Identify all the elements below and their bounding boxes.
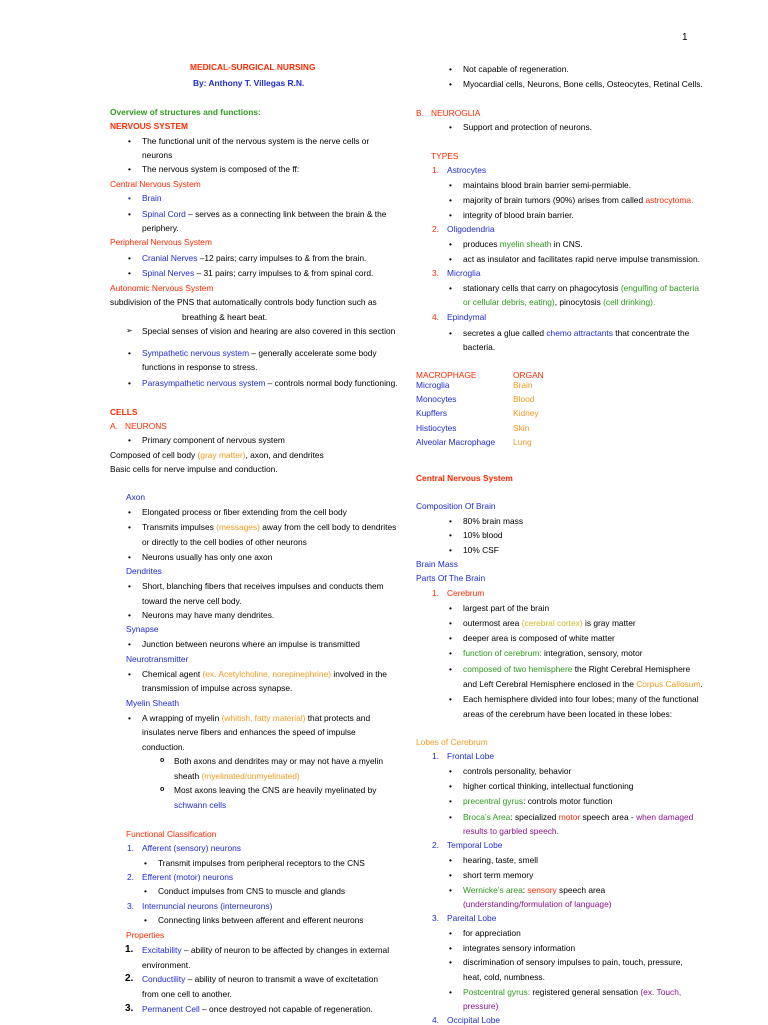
list-item: • outermost area (cerebral cortex) is gray matter <box>463 618 636 628</box>
list-item: • act as insulator and facilitates rapid nerve impulse transmission. <box>463 254 700 264</box>
list-item-cont: or directly to the cell bodies of other neurons <box>142 537 307 547</box>
list-item: • integrates sensory information <box>463 943 575 953</box>
list-item-cont: areas of the cerebrum have been located in these lobes: <box>463 709 673 719</box>
cns-section-heading: Central Nervous System <box>416 473 513 483</box>
cells-heading: CELLS <box>110 407 138 417</box>
list-item-cont: neurons <box>142 150 173 160</box>
term: Sympathetic nervous system <box>142 348 250 358</box>
table-cell: Monocytes <box>416 394 457 404</box>
table-header-macrophage: MACROPHAGE <box>416 370 477 380</box>
list-item: • The nervous system is composed of the ff: <box>142 164 299 174</box>
list-item: • Conduct impulses from CNS to muscle and glands <box>158 886 345 896</box>
synapse-heading: Synapse <box>126 624 159 634</box>
list-item: • precentral gyrus: controls motor function <box>463 796 612 806</box>
list-item: • 80% brain mass <box>463 516 523 526</box>
numbered-item: 1. Cerebrum <box>432 588 485 598</box>
list-item: • Transmit impulses from peripheral receptors to the CNS <box>158 858 365 868</box>
list-item: • 10% blood <box>463 530 503 540</box>
numbered-item: 3. Internuncial neurons (interneurons) <box>127 901 273 911</box>
list-item: • function of cerebrum: integration, sensory, motor <box>463 648 643 658</box>
numbered-item: 3. Pareital Lobe <box>432 913 497 923</box>
table-cell: Blood <box>513 394 535 404</box>
table-cell: Microglia <box>416 380 450 390</box>
dendrites-heading: Dendrites <box>126 566 162 576</box>
numbered-item: 1. Astrocytes <box>432 165 487 175</box>
list-item <box>142 268 373 278</box>
term: Parasympathetic nervous system <box>142 378 266 388</box>
text: – 31 pairs; carry impulses to & from spinal cord. <box>194 268 374 278</box>
list-item: • integrity of blood brain barrier. <box>463 210 574 220</box>
list-item: • The functional unit of the nervous system is the nerve cells or <box>142 136 369 146</box>
list-item: • A wrapping of myelin (whitish, fatty material) that protects and <box>142 713 370 723</box>
list-item-cont: or cellular debris, eating), pinocytosis (cell drinking). <box>463 297 656 307</box>
list-item: ➢ Special senses of vision and hearing are also covered in this section <box>142 326 395 336</box>
lobes-heading: Lobes of Cerebrum <box>416 737 488 747</box>
numbered-item: 1. Excitability – ability of neuron to be affected by changes in external <box>125 944 390 955</box>
list-item: • largest part of the brain <box>463 603 549 613</box>
term: Spinal Cord <box>142 209 186 219</box>
paragraph: Basic cells for nerve impulse and conduction. <box>110 464 278 474</box>
text: – controls normal body functioning. <box>265 378 398 388</box>
properties-heading: Properties <box>126 930 165 940</box>
list-item-cont: periphery. <box>142 223 179 233</box>
list-item-cont: toward the nerve cell body. <box>142 596 242 606</box>
myelin-heading: Myelin Sheath <box>126 698 180 708</box>
list-item: • maintains blood brain barrier semi-permiable. <box>463 180 631 190</box>
table-header-organ: ORGAN <box>513 370 544 380</box>
list-item-cont: insulates nerve fibers and enhances the speed of impulse <box>142 727 356 737</box>
numbered-item-cont: from one cell to another. <box>142 989 232 999</box>
sub-list-item: o Most axons leaving the CNS are heavily myelinated by <box>174 785 377 795</box>
list-item: • Broca’s Area: specialized motor speech area - when damaged <box>463 812 693 822</box>
list-item-cont: results to garbled speech. <box>463 826 559 836</box>
list-item <box>142 253 366 263</box>
list-item: • Short, blanching fibers that receives impulses and conducts them <box>142 581 384 591</box>
list-item: • Primary component of nervous system <box>142 435 285 445</box>
numbered-item: 2. Oligodendria <box>432 224 495 234</box>
numbered-item: 3. Microglia <box>432 268 481 278</box>
table-cell: Skin <box>513 423 530 433</box>
text: – serves as a connecting link between the brain & the <box>185 209 387 219</box>
table-cell: Kidney <box>513 408 539 418</box>
list-item: • Postcentral gyrus: registered general sensation (ex. Touch, <box>463 987 681 997</box>
paragraph: Composed of cell body (gray matter), axon, and dendrites <box>110 450 324 460</box>
list-item: • 10% CSF <box>463 545 499 555</box>
table-cell: Kupffers <box>416 408 448 418</box>
cns-heading: Central Nervous System <box>110 179 201 189</box>
list-item: • Neurons may have many dendrites. <box>142 610 274 620</box>
list-item: • composed of two hemisphere the Right Cerebral Hemisphere <box>463 664 690 674</box>
sub-list-item-cont: schwann cells <box>174 800 227 810</box>
numbered-item: 3. Permanent Cell – once destroyed not capable of regeneration. <box>125 1003 373 1014</box>
list-item: • stationary cells that carry on phagocytosis (engulfing of bacteria <box>463 283 699 293</box>
neuroglia-heading: B. NEUROGLIA <box>416 108 481 118</box>
numbered-item: 4. Epindymal <box>432 312 487 322</box>
list-item-cont: and Left Cerebral Hemisphere enclosed in the Corpus Callosum. <box>463 679 703 689</box>
list-item: • higher cortical thinking, intellectual functioning <box>463 781 633 791</box>
neurotransmitter-heading: Neurotransmitter <box>126 654 189 664</box>
axon-heading: Axon <box>126 492 146 502</box>
term: Cranial Nerves <box>142 253 198 263</box>
numbered-item: 2. Conductility – ability of neuron to transmit a wave of excitetation <box>125 973 379 984</box>
list-item <box>142 209 386 219</box>
neurons-heading: A. NEURONS <box>110 421 167 431</box>
numbered-item: 1. Afferent (sensory) neurons <box>127 843 241 853</box>
list-item: • deeper area is composed of white matter <box>463 633 615 643</box>
list-item: • produces myelin sheath in CNS. <box>463 239 583 249</box>
list-item-cont: transmission of impulse across synapse. <box>142 683 293 693</box>
sub-list-item: o Both axons and dendrites may or may not have a myelin <box>174 756 383 766</box>
parts-heading: Parts Of The Brain <box>416 573 486 583</box>
list-item: • Chemical agent (ex. Acetylcholine, norepinephrine) involved in the <box>142 669 387 679</box>
list-item-cont: conduction. <box>142 742 185 752</box>
numbered-item: 2. Temporal Lobe <box>432 840 503 850</box>
doc-author: By: Anthony T. Villegas R.N. <box>193 78 305 88</box>
list-item: • Not capable of regeneration. <box>463 64 569 74</box>
text: –12 pairs; carry impulses to & from the brain. <box>197 253 367 263</box>
list-item: • controls personality, behavior <box>463 766 571 776</box>
table-cell: Alveolar Macrophage <box>416 437 496 447</box>
paragraph: subdivision of the PNS that automatically controls body function such as <box>110 297 377 307</box>
list-item-cont: pressure) <box>463 1001 499 1011</box>
nervous-system-heading: NERVOUS SYSTEM <box>110 121 189 131</box>
list-item: • short term memory <box>463 870 533 880</box>
list-item: • Junction between neurons where an impulse is transmitted <box>142 639 360 649</box>
list-item: • hearing, taste, smell <box>463 855 538 865</box>
table-cell: Lung <box>513 437 532 447</box>
numbered-item: 4. Occipital Lobe <box>432 1015 501 1025</box>
list-item: • Connecting links between afferent and efferent neurons <box>158 915 364 925</box>
functional-classification-heading: Functional Classification <box>126 829 217 839</box>
list-item <box>142 348 377 358</box>
numbered-item: 2. Efferent (motor) neurons <box>127 872 234 882</box>
pns-heading: Peripheral Nervous System <box>110 237 212 247</box>
types-heading: TYPES <box>431 151 459 161</box>
ans-heading: Autonomic Nervous System <box>110 283 214 293</box>
composition-heading: Composition Of Brain <box>416 501 496 511</box>
paragraph-cont: breathing & heart beat. <box>182 312 268 322</box>
table-cell: Histiocytes <box>416 423 457 433</box>
numbered-item-cont: environment. <box>142 960 191 970</box>
brain-mass-heading: Brain Mass <box>416 559 458 569</box>
term: Spinal Nerves <box>142 268 195 278</box>
list-item-cont: functions in response to stress. <box>142 362 258 372</box>
list-item: • discrimination of sensory impulses to pain, touch, pressure, <box>463 957 683 967</box>
list-item-cont: heat, cold, numbness. <box>463 972 545 982</box>
list-item: • Wernicke’s area: sensory speech area <box>463 885 605 895</box>
list-item: • Transmits impulses (messages) away from the cell body to dendrites <box>142 522 396 532</box>
list-item: • Myocardial cells, Neurons, Bone cells, Osteocytes, Retinal Cells. <box>463 79 703 89</box>
list-item: • for appreciation <box>463 928 521 938</box>
numbered-item: 1. Frontal Lobe <box>432 751 495 761</box>
list-item <box>142 378 398 388</box>
list-item: • Neurons usually has only one axon <box>142 552 272 562</box>
list-item-cont: (understanding/formulation of language) <box>463 899 612 909</box>
list-item: • secretes a glue called chemo attractants that concentrate the <box>463 328 689 338</box>
list-item: • Support and protection of neurons. <box>463 122 592 132</box>
list-item: • majority of brain tumors (90%) arises from called astrocytoma. <box>463 195 693 205</box>
overview-heading: Overview of structures and functions: <box>110 107 261 117</box>
doc-title: MEDICAL-SURGICAL NURSING <box>190 62 316 72</box>
list-item-cont: bacteria. <box>463 342 496 352</box>
table-cell: Brain <box>513 380 533 390</box>
page-number: 1 <box>682 32 688 43</box>
list-item: • Each hemisphere divided into four lobes; many of the functional <box>463 694 699 704</box>
sub-list-item-cont: sheath (myelinated/unmyelinated) <box>174 771 300 781</box>
list-item: • Elongated process or fiber extending from the cell body <box>142 507 347 517</box>
text: – generally accelerate some body <box>249 348 377 358</box>
list-item: • Brain <box>142 193 162 203</box>
